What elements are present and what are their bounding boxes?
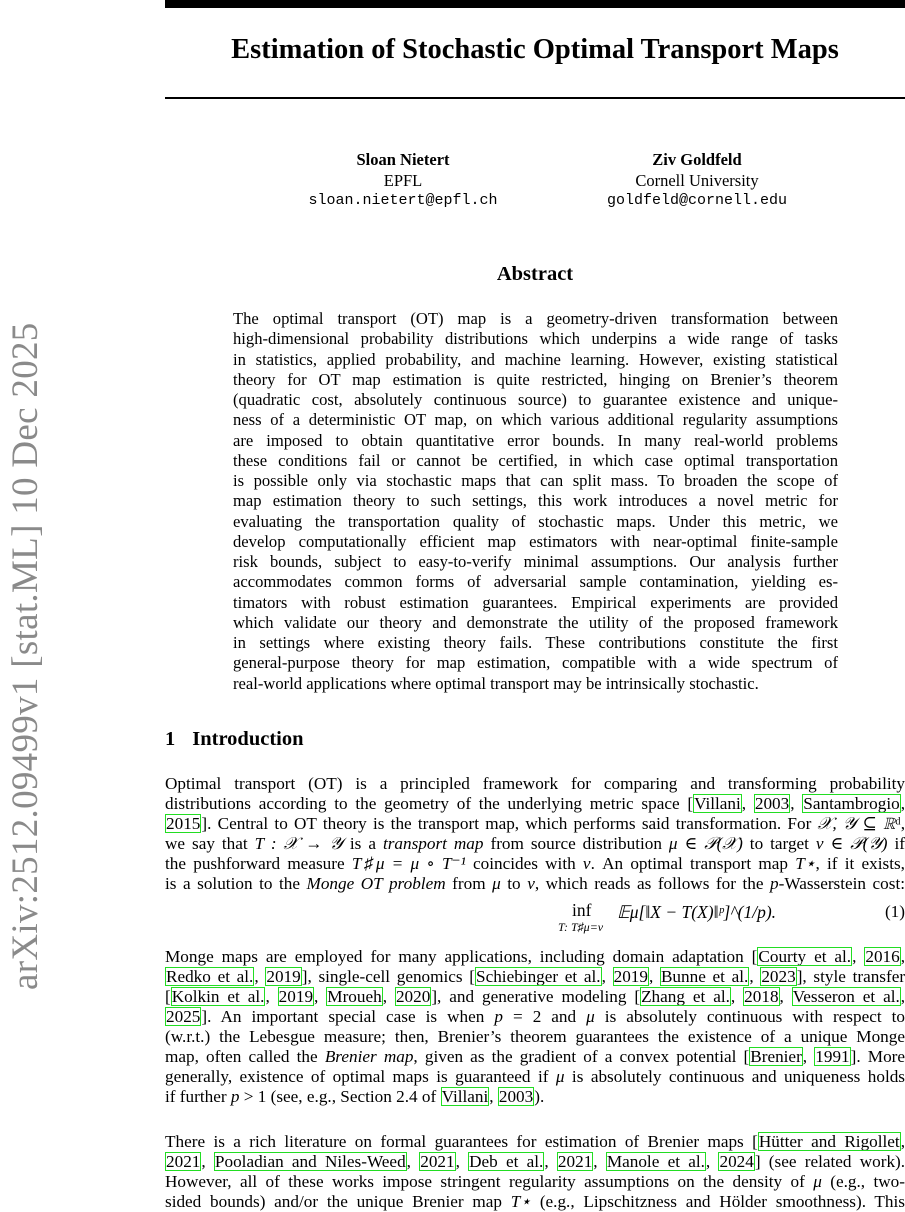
text: , if it exists, [815,854,905,874]
italic-text: μ ∈ 𝒫(𝒳) [668,834,743,854]
text: , [406,1152,420,1172]
text: ], and generative modeling [ [431,987,641,1007]
italic-text: T⋆ [795,854,816,874]
abstract-line: is possible only via stochastic maps that can split mass. To broaden the scope of [233,471,838,490]
section-heading [165,728,304,751]
text-line [165,1087,905,1107]
italic-text: transport map [382,834,484,854]
italic-text: T♯μ = μ ∘ T⁻¹ [351,854,466,874]
text: the pushforward measure [165,854,352,874]
abstract-line: which validate our theory and demonstrate the utility of the proposed framework [233,612,838,632]
text: , [900,947,905,966]
italic-text: p [770,874,779,894]
text-line [165,1047,905,1067]
text: . An optimal transport map [590,854,796,874]
text: (e.g., two- [821,1172,905,1192]
text: , [265,987,278,1007]
text: , [593,1152,606,1172]
text: , [314,987,327,1007]
citation-link[interactable]: 2018 [744,987,779,1007]
text: if further [165,1087,231,1107]
text-line [165,967,905,987]
text: , [455,1152,469,1172]
text: > 1 (see, e.g., Section 2.4 of [239,1087,441,1107]
text: to [500,874,528,894]
citation-link[interactable]: 1991 [815,1047,850,1067]
arxiv-identifier: arXiv:2512.09499v1 [stat.ML] 10 Dec 2025 [5,322,46,990]
section-number: 1 [165,728,176,750]
abstract-line: ness of a deterministic OT map, on which various additional regularity assumptions [233,410,838,430]
section-title: Introduction [192,728,304,750]
text-line [165,794,905,814]
citation-link[interactable]: Brenier [750,1047,802,1067]
italic-text: 𝒳, 𝒴 ⊆ ℝ [817,814,896,834]
italic-text: ν ∈ 𝒫(𝒴) [815,834,888,854]
text: sided bounds) and/or the unique Brenier map [165,1192,511,1212]
citation-link[interactable]: 2015 [166,814,201,834]
citation-link[interactable]: Kolkin et al. [171,987,265,1007]
citation-link[interactable]: Courty et al. [758,947,852,966]
author-name: Ziv Goldfeld [652,150,742,169]
abstract-line: theory for OT map estimation is quite restricted, hinging on Brenier’s theorem [233,369,838,389]
citation-link[interactable]: Zhang et al. [641,987,730,1007]
text: , [544,1152,557,1172]
italic-text: T : 𝒳 → 𝒴 [254,834,343,854]
citation-link[interactable]: 2016 [865,947,900,966]
italic-text: ν [582,854,591,874]
abstract-line: in settings where existing theory fails. These contributions constitute the first [233,633,838,652]
citation-link[interactable]: Deb et al. [469,1152,544,1172]
text: , [705,1152,719,1172]
text: , [802,1047,815,1067]
text: , [648,967,660,987]
italic-text: μ [813,1172,822,1192]
equation-operator: inf [572,900,592,920]
citation-link[interactable]: 2003 [498,1087,534,1107]
text: , [741,794,754,814]
citation-link[interactable]: Manole et al. [606,1152,705,1172]
intro-paragraph-3 [165,1132,905,1212]
citation-link[interactable]: Bunne et al. [660,967,749,987]
abstract-line: are imposed to obtain quantitative error bounds. In many real-world problems [233,430,838,450]
text: ). [534,1087,545,1107]
citation-link[interactable]: 2021 [557,1152,593,1172]
citation-link[interactable]: 2023 [761,967,796,987]
citation-link[interactable]: 2021 [420,1152,455,1172]
abstract-line: The optimal transport (OT) map is a geometry-driven transformation between [233,309,838,328]
text-line [165,987,905,1007]
equation-number: (1) [884,902,905,921]
text: , [900,1132,905,1151]
italic-text: μ [586,1007,595,1027]
text: Optimal transport (OT) is a principled framework for comparing and transforming probability [165,774,905,793]
text-line [165,1007,905,1027]
citation-link[interactable]: Villani [694,794,741,814]
text: , [601,967,613,987]
author-name: Sloan Nietert [356,150,450,169]
citation-link[interactable]: 2020 [395,987,431,1007]
citation-link[interactable]: Schiebinger et al. [476,967,601,987]
abstract-body [233,309,838,694]
top-rule [165,0,905,8]
italic-text: Brenier map [324,1047,414,1067]
text: is a solution to the [165,874,307,894]
italic-text: Monge OT problem [306,874,446,894]
text: , [730,987,744,1007]
abstract-line: develop computationally efficient map estimators with near-optimal finite-sample [233,531,838,551]
author-block [547,150,847,212]
equation-subscript: T: T♯μ=ν [558,920,604,934]
text: coincides with [465,854,583,874]
abstract-line: general-purpose theory for map estimation, compatible with a wide spectrum of [233,653,838,673]
abstract-heading: Abstract [496,263,574,285]
equation-body: 𝔼μ[‖X − T(X)‖ᵖ]^(1/p). [617,902,777,922]
text: , [382,987,395,1007]
citation-link[interactable]: 2025 [166,1007,201,1027]
italic-text: p [494,1007,503,1027]
citation-link[interactable]: Vesseron et al. [792,987,900,1007]
text: ]. Central to OT theory is the transport map, which performs said transformation. For [201,814,818,834]
text-line [165,947,905,967]
citation-link[interactable]: 2019 [613,967,648,987]
citation-link[interactable]: 2024 [719,1152,754,1172]
author-affiliation: EPFL [383,170,423,190]
text-line [165,1027,905,1047]
citation-link[interactable]: Redko et al. [166,967,254,987]
text: if [887,834,905,854]
text: -Wasserstein cost: [778,874,905,894]
text: [ [165,987,171,1007]
text: , [254,967,266,987]
text: ], single-cell genomics [ [301,967,476,987]
citation-link[interactable]: 2003 [754,794,790,814]
text-line [165,1132,905,1152]
text: ]. More [850,1047,905,1067]
text: (e.g., Lipschitzness and Hölder smoothness). This [531,1192,905,1212]
text: we say that [165,834,255,854]
text-line [165,814,905,834]
text: generally, existence of optimal maps is guaranteed if [165,1067,556,1087]
text: There is a rich literature on formal guarantees for estimation of Brenier maps [ [165,1132,758,1151]
text-line [165,774,905,794]
citation-link[interactable]: Hütter and Rigollet [758,1132,900,1151]
text: , [790,794,803,814]
text-line [165,1172,905,1192]
text-line [165,874,905,894]
text: ]. An important special case is when [201,1007,495,1027]
paper-title: Estimation of Stochastic Optimal Transport Maps [231,34,839,65]
italic-text: μ [492,874,501,894]
text: , [852,947,865,966]
text: is absolutely continuous and uniqueness holds [564,1067,905,1087]
text: , given as the gradient of a convex potential [ [413,1047,750,1067]
italic-text: ν [527,874,535,894]
author-email[interactable]: sloan.nietert@epfl.ch [308,192,498,209]
italic-text: p [230,1087,240,1107]
citation-link[interactable]: 2019 [266,967,301,987]
italic-text: T⋆ [510,1192,532,1212]
text-line [165,1067,905,1087]
equation-1 [165,898,905,938]
text: ], style transfer [796,967,905,987]
abstract-line: in statistics, applied probability, and machine learning. However, existing statistical [233,349,838,369]
author-affiliation: Cornell University [635,170,759,190]
abstract-line: evaluating the transportation quality of stochastic maps. Under this metric, we [233,511,838,531]
text: However, all of these works impose stringent regularity assumptions on the density of [165,1172,814,1192]
text: , [749,967,761,987]
text: , [900,987,905,1007]
abstract-line: these conditions fail or cannot be certified, in which case optimal transportation [233,450,838,470]
text: is absolutely continuous with respect to [594,1007,905,1027]
text: , [779,987,792,1007]
intro-paragraph-1 [165,774,905,894]
text: , [201,1152,214,1172]
citation-link[interactable]: Santambrogio [803,794,900,814]
author-block [253,150,553,212]
text: distributions according to the geometry of the underlying metric space [ [165,794,694,814]
intro-paragraph-2 [165,947,905,1107]
text: to target [742,834,816,854]
italic-text: μ [555,1067,565,1087]
text-line [165,1192,905,1212]
citation-link[interactable]: 2021 [166,1152,201,1172]
citation-link[interactable]: Pooladian and Niles-Weed [214,1152,406,1172]
text: ] (see related work). [754,1152,905,1172]
text: = 2 and [502,1007,587,1027]
text: , [489,1087,498,1107]
abstract-line: real-world applications where optimal transport may be intrinsically stochastic. [233,673,759,693]
citation-link[interactable]: Mroueh [327,987,382,1007]
text: , [900,794,905,814]
text: , which reads as follows for the [534,874,771,894]
text: ᵈ, [895,814,905,834]
abstract-line: (quadratic cost, absolutely continuous source) to guarantee existence and unique- [233,390,838,409]
author-email[interactable]: goldfeld@cornell.edu [606,192,788,209]
text: from source distribution [483,834,669,854]
abstract-line: timators with robust estimation guarantees. Empirical experiments are provided [233,592,838,612]
title-rule [165,97,905,99]
abstract-line: risk bounds, subject to easy-to-verify minimal assumptions. Our analysis further [233,552,838,571]
text-line [165,834,905,854]
text: Monge maps are employed for many applications, including domain adaptation [ [165,947,758,966]
abstract-line: map estimation theory to such settings, this work introduces a novel metric for [233,491,838,511]
text: (w.r.t.) the Lebesgue measure; then, Brenier’s theorem guarantees the existence of a unique Monge [165,1027,905,1047]
text: is a [342,834,383,854]
citation-link[interactable]: 2019 [278,987,314,1007]
abstract-line: accommodates common forms of adversarial sample contamination, yielding es- [233,572,838,592]
text: from [445,874,493,894]
citation-link[interactable]: Villani [441,1087,489,1107]
text: map, often called the [165,1047,325,1067]
text-line [165,854,905,874]
abstract-line: high-dimensional probability distributions which underpins a wide range of tasks [233,329,838,349]
text-line [165,1152,905,1172]
